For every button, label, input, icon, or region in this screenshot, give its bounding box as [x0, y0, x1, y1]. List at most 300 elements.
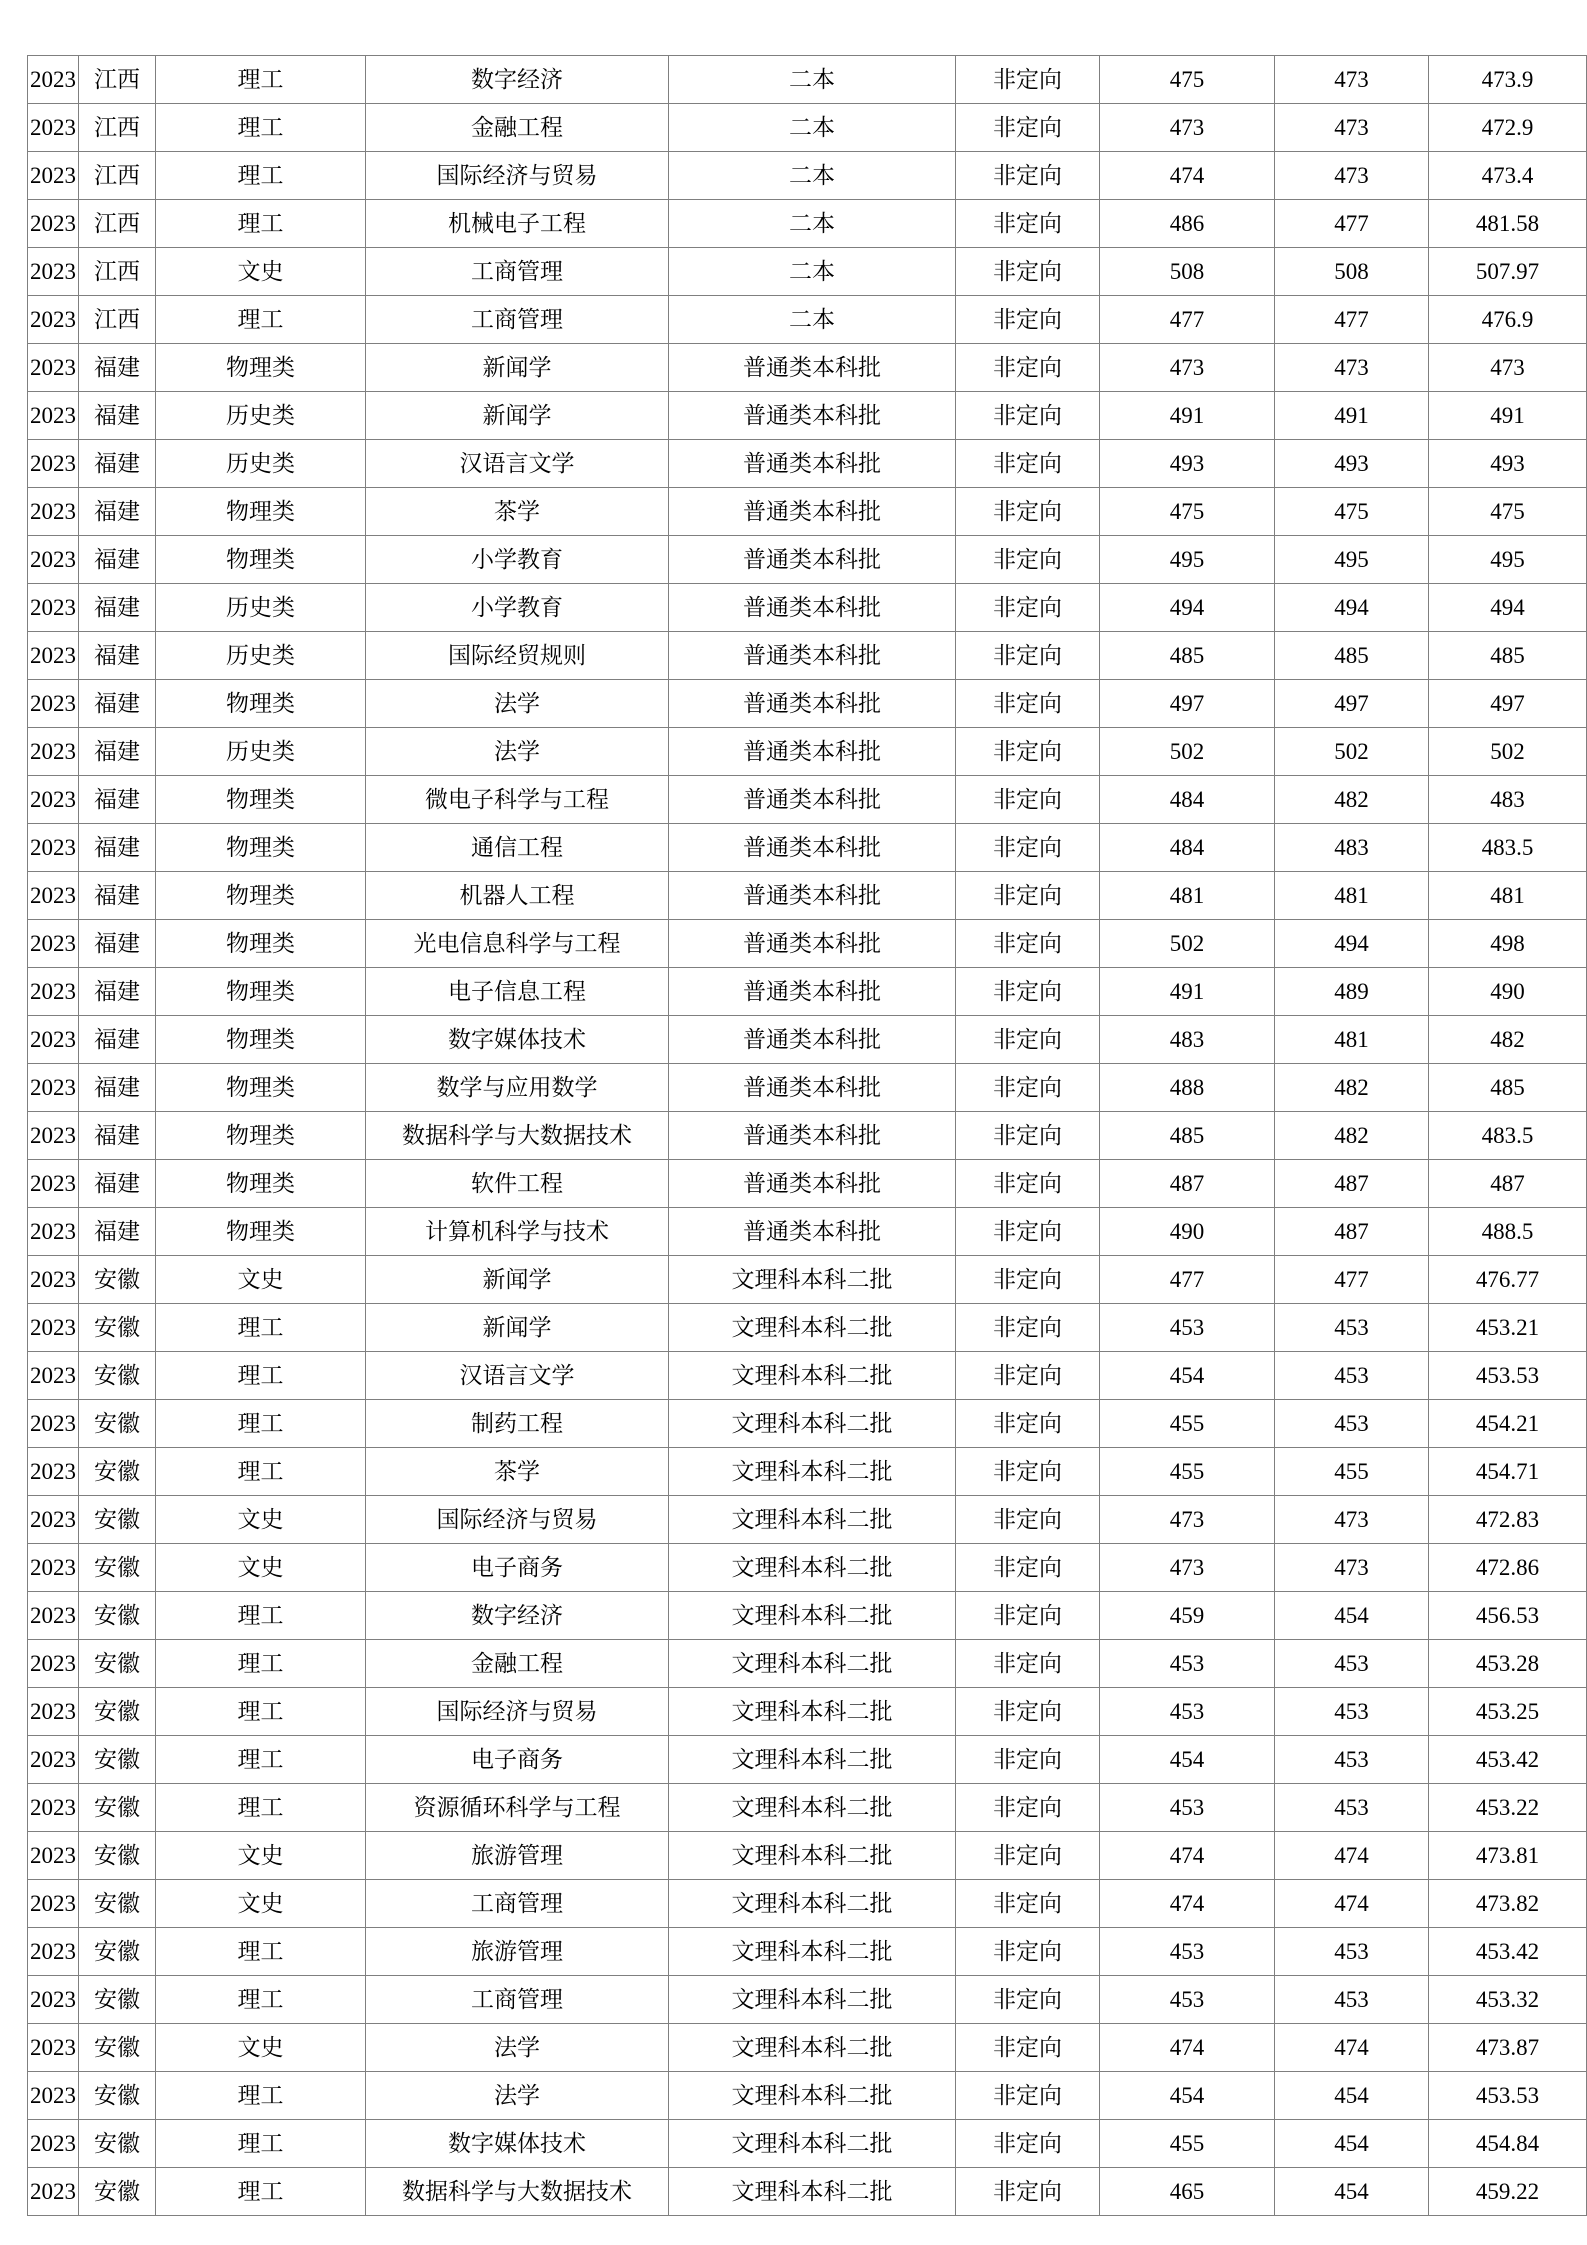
cell-score-min: 495: [1275, 536, 1429, 584]
cell-subject-type: 物理类: [156, 1208, 366, 1256]
cell-batch: 文理科本科二批: [669, 1304, 956, 1352]
cell-subject-type: 文史: [156, 248, 366, 296]
cell-score-max: 491: [1100, 392, 1275, 440]
cell-major: 法学: [366, 728, 669, 776]
cell-subject-type: 理工: [156, 296, 366, 344]
cell-score-max: 502: [1100, 920, 1275, 968]
cell-year: 2023: [28, 56, 79, 104]
cell-major: 计算机科学与技术: [366, 1208, 669, 1256]
cell-score-min: 491: [1275, 392, 1429, 440]
cell-year: 2023: [28, 1832, 79, 1880]
cell-score-max: 465: [1100, 2168, 1275, 2216]
cell-subject-type: 理工: [156, 200, 366, 248]
cell-score-min: 487: [1275, 1160, 1429, 1208]
cell-year: 2023: [28, 1016, 79, 1064]
cell-major: 数字经济: [366, 56, 669, 104]
table-row: [28, 1400, 1587, 1448]
cell-subject-type: 理工: [156, 152, 366, 200]
table-row: [28, 680, 1587, 728]
table-row: [28, 1736, 1587, 1784]
cell-province: 福建: [79, 1064, 156, 1112]
cell-subject-type: 物理类: [156, 968, 366, 1016]
table-row: [28, 104, 1587, 152]
cell-score-max: 454: [1100, 1736, 1275, 1784]
cell-score-max: 487: [1100, 1160, 1275, 1208]
cell-score-avg: 483.5: [1429, 1112, 1587, 1160]
cell-batch: 普通类本科批: [669, 440, 956, 488]
cell-major: 微电子科学与工程: [366, 776, 669, 824]
cell-year: 2023: [28, 1976, 79, 2024]
cell-score-min: 489: [1275, 968, 1429, 1016]
cell-score-max: 473: [1100, 344, 1275, 392]
cell-plan-type: 非定向: [956, 1640, 1100, 1688]
table-row: [28, 872, 1587, 920]
cell-year: 2023: [28, 1112, 79, 1160]
cell-score-max: 497: [1100, 680, 1275, 728]
cell-province: 福建: [79, 680, 156, 728]
cell-score-min: 481: [1275, 1016, 1429, 1064]
cell-batch: 文理科本科二批: [669, 1448, 956, 1496]
cell-score-max: 473: [1100, 104, 1275, 152]
cell-year: 2023: [28, 536, 79, 584]
cell-plan-type: 非定向: [956, 632, 1100, 680]
cell-batch: 文理科本科二批: [669, 1688, 956, 1736]
cell-year: 2023: [28, 1928, 79, 1976]
table-row: [28, 1064, 1587, 1112]
cell-plan-type: 非定向: [956, 296, 1100, 344]
cell-plan-type: 非定向: [956, 1304, 1100, 1352]
table-row: [28, 392, 1587, 440]
cell-year: 2023: [28, 1352, 79, 1400]
cell-score-min: 477: [1275, 200, 1429, 248]
cell-score-min: 497: [1275, 680, 1429, 728]
cell-subject-type: 文史: [156, 1544, 366, 1592]
cell-year: 2023: [28, 680, 79, 728]
cell-year: 2023: [28, 344, 79, 392]
cell-batch: 普通类本科批: [669, 392, 956, 440]
cell-batch: 文理科本科二批: [669, 2120, 956, 2168]
cell-score-min: 481: [1275, 872, 1429, 920]
cell-province: 福建: [79, 536, 156, 584]
cell-batch: 文理科本科二批: [669, 1400, 956, 1448]
cell-major: 机械电子工程: [366, 200, 669, 248]
table-row: [28, 1592, 1587, 1640]
cell-plan-type: 非定向: [956, 2024, 1100, 2072]
cell-score-min: 493: [1275, 440, 1429, 488]
cell-province: 安徽: [79, 1688, 156, 1736]
cell-score-avg: 453.53: [1429, 2072, 1587, 2120]
cell-year: 2023: [28, 1592, 79, 1640]
cell-score-max: 455: [1100, 1400, 1275, 1448]
cell-score-avg: 494: [1429, 584, 1587, 632]
cell-province: 江西: [79, 152, 156, 200]
cell-score-max: 474: [1100, 152, 1275, 200]
cell-score-min: 453: [1275, 1304, 1429, 1352]
cell-plan-type: 非定向: [956, 680, 1100, 728]
cell-score-min: 494: [1275, 584, 1429, 632]
cell-subject-type: 历史类: [156, 632, 366, 680]
cell-year: 2023: [28, 2072, 79, 2120]
cell-province: 福建: [79, 824, 156, 872]
cell-batch: 文理科本科二批: [669, 2024, 956, 2072]
cell-plan-type: 非定向: [956, 824, 1100, 872]
cell-major: 国际经贸规则: [366, 632, 669, 680]
cell-score-avg: 481: [1429, 872, 1587, 920]
cell-major: 旅游管理: [366, 1832, 669, 1880]
cell-batch: 文理科本科二批: [669, 1976, 956, 2024]
cell-score-avg: 495: [1429, 536, 1587, 584]
cell-province: 安徽: [79, 2168, 156, 2216]
cell-subject-type: 理工: [156, 56, 366, 104]
cell-score-max: 484: [1100, 776, 1275, 824]
cell-province: 江西: [79, 200, 156, 248]
cell-score-avg: 485: [1429, 1064, 1587, 1112]
table-row: [28, 1448, 1587, 1496]
cell-subject-type: 理工: [156, 2072, 366, 2120]
cell-province: 安徽: [79, 1592, 156, 1640]
cell-score-avg: 453.22: [1429, 1784, 1587, 1832]
cell-province: 福建: [79, 1208, 156, 1256]
cell-score-min: 475: [1275, 488, 1429, 536]
cell-year: 2023: [28, 1640, 79, 1688]
table-row: [28, 152, 1587, 200]
cell-score-max: 475: [1100, 56, 1275, 104]
cell-major: 制药工程: [366, 1400, 669, 1448]
cell-province: 安徽: [79, 1832, 156, 1880]
cell-score-avg: 453.32: [1429, 1976, 1587, 2024]
cell-score-max: 453: [1100, 1784, 1275, 1832]
cell-plan-type: 非定向: [956, 584, 1100, 632]
cell-score-min: 453: [1275, 1928, 1429, 1976]
cell-batch: 文理科本科二批: [669, 2072, 956, 2120]
cell-province: 安徽: [79, 1736, 156, 1784]
cell-year: 2023: [28, 104, 79, 152]
table-row: [28, 920, 1587, 968]
cell-score-avg: 483: [1429, 776, 1587, 824]
cell-score-max: 459: [1100, 1592, 1275, 1640]
cell-score-max: 474: [1100, 1832, 1275, 1880]
cell-year: 2023: [28, 1736, 79, 1784]
cell-score-min: 453: [1275, 1352, 1429, 1400]
cell-plan-type: 非定向: [956, 1112, 1100, 1160]
cell-year: 2023: [28, 2120, 79, 2168]
cell-plan-type: 非定向: [956, 920, 1100, 968]
cell-province: 安徽: [79, 1400, 156, 1448]
cell-score-min: 454: [1275, 1592, 1429, 1640]
cell-score-min: 453: [1275, 1688, 1429, 1736]
table-row: [28, 1352, 1587, 1400]
cell-score-max: 490: [1100, 1208, 1275, 1256]
cell-score-avg: 472.9: [1429, 104, 1587, 152]
cell-subject-type: 理工: [156, 1976, 366, 2024]
cell-batch: 二本: [669, 104, 956, 152]
cell-plan-type: 非定向: [956, 1208, 1100, 1256]
cell-plan-type: 非定向: [956, 1496, 1100, 1544]
cell-score-max: 481: [1100, 872, 1275, 920]
cell-score-max: 453: [1100, 1640, 1275, 1688]
table-row: [28, 2168, 1587, 2216]
cell-score-avg: 473.82: [1429, 1880, 1587, 1928]
cell-major: 小学教育: [366, 584, 669, 632]
cell-province: 福建: [79, 632, 156, 680]
cell-major: 电子商务: [366, 1736, 669, 1784]
cell-batch: 普通类本科批: [669, 584, 956, 632]
cell-score-max: 494: [1100, 584, 1275, 632]
cell-score-min: 473: [1275, 104, 1429, 152]
table-row: [28, 1784, 1587, 1832]
table-row: [28, 584, 1587, 632]
cell-score-avg: 483.5: [1429, 824, 1587, 872]
cell-batch: 普通类本科批: [669, 1112, 956, 1160]
cell-score-min: 502: [1275, 728, 1429, 776]
cell-batch: 文理科本科二批: [669, 1832, 956, 1880]
cell-province: 安徽: [79, 2120, 156, 2168]
scores-table-body: [28, 56, 1587, 2216]
table-row: [28, 200, 1587, 248]
cell-score-min: 455: [1275, 1448, 1429, 1496]
cell-year: 2023: [28, 1256, 79, 1304]
cell-score-min: 473: [1275, 344, 1429, 392]
table-row: [28, 1256, 1587, 1304]
cell-major: 光电信息科学与工程: [366, 920, 669, 968]
table-row: [28, 968, 1587, 1016]
cell-batch: 普通类本科批: [669, 488, 956, 536]
cell-subject-type: 理工: [156, 1448, 366, 1496]
cell-score-max: 493: [1100, 440, 1275, 488]
cell-major: 数字媒体技术: [366, 2120, 669, 2168]
cell-plan-type: 非定向: [956, 1880, 1100, 1928]
cell-score-min: 453: [1275, 1736, 1429, 1784]
cell-plan-type: 非定向: [956, 344, 1100, 392]
cell-subject-type: 物理类: [156, 1064, 366, 1112]
cell-subject-type: 文史: [156, 1832, 366, 1880]
cell-major: 数据科学与大数据技术: [366, 1112, 669, 1160]
table-row: [28, 776, 1587, 824]
cell-province: 安徽: [79, 1448, 156, 1496]
cell-score-avg: 481.58: [1429, 200, 1587, 248]
cell-score-min: 482: [1275, 1064, 1429, 1112]
cell-year: 2023: [28, 440, 79, 488]
cell-batch: 文理科本科二批: [669, 1592, 956, 1640]
cell-batch: 普通类本科批: [669, 1064, 956, 1112]
cell-year: 2023: [28, 1496, 79, 1544]
cell-subject-type: 理工: [156, 1640, 366, 1688]
cell-batch: 普通类本科批: [669, 824, 956, 872]
cell-batch: 普通类本科批: [669, 536, 956, 584]
cell-batch: 文理科本科二批: [669, 1496, 956, 1544]
cell-major: 新闻学: [366, 1304, 669, 1352]
cell-score-max: 484: [1100, 824, 1275, 872]
cell-year: 2023: [28, 776, 79, 824]
cell-major: 工商管理: [366, 248, 669, 296]
cell-plan-type: 非定向: [956, 1016, 1100, 1064]
cell-year: 2023: [28, 728, 79, 776]
cell-year: 2023: [28, 1544, 79, 1592]
cell-score-avg: 472.83: [1429, 1496, 1587, 1544]
cell-score-max: 483: [1100, 1016, 1275, 1064]
cell-score-avg: 507.97: [1429, 248, 1587, 296]
cell-score-min: 474: [1275, 2024, 1429, 2072]
cell-score-min: 482: [1275, 1112, 1429, 1160]
cell-year: 2023: [28, 296, 79, 344]
cell-major: 汉语言文学: [366, 440, 669, 488]
table-row: [28, 2024, 1587, 2072]
cell-batch: 文理科本科二批: [669, 1640, 956, 1688]
cell-subject-type: 文史: [156, 2024, 366, 2072]
cell-major: 国际经济与贸易: [366, 1688, 669, 1736]
cell-score-max: 485: [1100, 1112, 1275, 1160]
cell-batch: 普通类本科批: [669, 872, 956, 920]
cell-major: 数字经济: [366, 1592, 669, 1640]
cell-major: 机器人工程: [366, 872, 669, 920]
table-row: [28, 824, 1587, 872]
cell-score-avg: 482: [1429, 1016, 1587, 1064]
table-row: [28, 1880, 1587, 1928]
cell-year: 2023: [28, 824, 79, 872]
cell-major: 茶学: [366, 488, 669, 536]
cell-province: 安徽: [79, 1640, 156, 1688]
cell-plan-type: 非定向: [956, 248, 1100, 296]
cell-year: 2023: [28, 392, 79, 440]
table-row: [28, 1304, 1587, 1352]
cell-year: 2023: [28, 1784, 79, 1832]
cell-score-avg: 453.21: [1429, 1304, 1587, 1352]
cell-score-avg: 454.84: [1429, 2120, 1587, 2168]
cell-major: 数据科学与大数据技术: [366, 2168, 669, 2216]
table-row: [28, 728, 1587, 776]
table-row: [28, 2120, 1587, 2168]
cell-plan-type: 非定向: [956, 440, 1100, 488]
cell-subject-type: 理工: [156, 1592, 366, 1640]
cell-subject-type: 理工: [156, 1304, 366, 1352]
cell-major: 工商管理: [366, 296, 669, 344]
table-row: [28, 1688, 1587, 1736]
cell-score-min: 473: [1275, 56, 1429, 104]
admission-scores-table: [27, 55, 1587, 2216]
cell-subject-type: 理工: [156, 1688, 366, 1736]
cell-subject-type: 理工: [156, 2168, 366, 2216]
cell-subject-type: 历史类: [156, 728, 366, 776]
cell-score-max: 453: [1100, 1304, 1275, 1352]
cell-subject-type: 物理类: [156, 776, 366, 824]
cell-score-avg: 476.9: [1429, 296, 1587, 344]
cell-score-avg: 475: [1429, 488, 1587, 536]
cell-year: 2023: [28, 632, 79, 680]
cell-batch: 普通类本科批: [669, 776, 956, 824]
cell-subject-type: 理工: [156, 1400, 366, 1448]
cell-subject-type: 历史类: [156, 440, 366, 488]
cell-batch: 普通类本科批: [669, 632, 956, 680]
cell-major: 茶学: [366, 1448, 669, 1496]
cell-score-min: 485: [1275, 632, 1429, 680]
cell-subject-type: 理工: [156, 104, 366, 152]
cell-plan-type: 非定向: [956, 392, 1100, 440]
cell-score-max: 453: [1100, 1928, 1275, 1976]
cell-score-max: 488: [1100, 1064, 1275, 1112]
table-row: [28, 1832, 1587, 1880]
cell-province: 福建: [79, 1112, 156, 1160]
cell-year: 2023: [28, 248, 79, 296]
table-row: [28, 1544, 1587, 1592]
cell-plan-type: 非定向: [956, 104, 1100, 152]
cell-plan-type: 非定向: [956, 1544, 1100, 1592]
cell-major: 新闻学: [366, 392, 669, 440]
cell-subject-type: 文史: [156, 1880, 366, 1928]
cell-subject-type: 历史类: [156, 392, 366, 440]
cell-year: 2023: [28, 1208, 79, 1256]
cell-year: 2023: [28, 1064, 79, 1112]
table-row: [28, 1016, 1587, 1064]
cell-major: 通信工程: [366, 824, 669, 872]
cell-province: 安徽: [79, 1928, 156, 1976]
cell-score-max: 495: [1100, 536, 1275, 584]
cell-score-max: 453: [1100, 1976, 1275, 2024]
cell-year: 2023: [28, 920, 79, 968]
cell-province: 安徽: [79, 2072, 156, 2120]
cell-score-min: 453: [1275, 1400, 1429, 1448]
cell-province: 安徽: [79, 1256, 156, 1304]
cell-score-avg: 453.53: [1429, 1352, 1587, 1400]
cell-major: 资源循环科学与工程: [366, 1784, 669, 1832]
cell-score-min: 453: [1275, 1784, 1429, 1832]
cell-score-avg: 473.87: [1429, 2024, 1587, 2072]
table-row: [28, 296, 1587, 344]
cell-score-max: 477: [1100, 296, 1275, 344]
cell-province: 安徽: [79, 1544, 156, 1592]
cell-subject-type: 物理类: [156, 536, 366, 584]
cell-score-max: 453: [1100, 1688, 1275, 1736]
cell-province: 福建: [79, 728, 156, 776]
cell-province: 福建: [79, 776, 156, 824]
cell-province: 福建: [79, 392, 156, 440]
cell-province: 江西: [79, 56, 156, 104]
cell-score-max: 491: [1100, 968, 1275, 1016]
table-row: [28, 56, 1587, 104]
cell-year: 2023: [28, 584, 79, 632]
cell-major: 金融工程: [366, 104, 669, 152]
cell-score-min: 487: [1275, 1208, 1429, 1256]
cell-plan-type: 非定向: [956, 1976, 1100, 2024]
cell-province: 安徽: [79, 1304, 156, 1352]
cell-year: 2023: [28, 968, 79, 1016]
cell-subject-type: 理工: [156, 2120, 366, 2168]
cell-plan-type: 非定向: [956, 1400, 1100, 1448]
cell-score-avg: 491: [1429, 392, 1587, 440]
table-row: [28, 1160, 1587, 1208]
cell-plan-type: 非定向: [956, 2120, 1100, 2168]
cell-subject-type: 理工: [156, 1736, 366, 1784]
table-row: [28, 1496, 1587, 1544]
cell-major: 法学: [366, 2072, 669, 2120]
cell-batch: 普通类本科批: [669, 344, 956, 392]
table-row: [28, 1208, 1587, 1256]
cell-plan-type: 非定向: [956, 536, 1100, 584]
table-row: [28, 1976, 1587, 2024]
cell-score-avg: 453.42: [1429, 1736, 1587, 1784]
cell-batch: 文理科本科二批: [669, 1784, 956, 1832]
cell-province: 安徽: [79, 1496, 156, 1544]
cell-year: 2023: [28, 1160, 79, 1208]
cell-year: 2023: [28, 1304, 79, 1352]
cell-plan-type: 非定向: [956, 56, 1100, 104]
cell-subject-type: 物理类: [156, 1160, 366, 1208]
cell-province: 福建: [79, 1016, 156, 1064]
cell-batch: 文理科本科二批: [669, 1544, 956, 1592]
cell-subject-type: 历史类: [156, 584, 366, 632]
cell-year: 2023: [28, 872, 79, 920]
cell-plan-type: 非定向: [956, 488, 1100, 536]
cell-score-avg: 493: [1429, 440, 1587, 488]
